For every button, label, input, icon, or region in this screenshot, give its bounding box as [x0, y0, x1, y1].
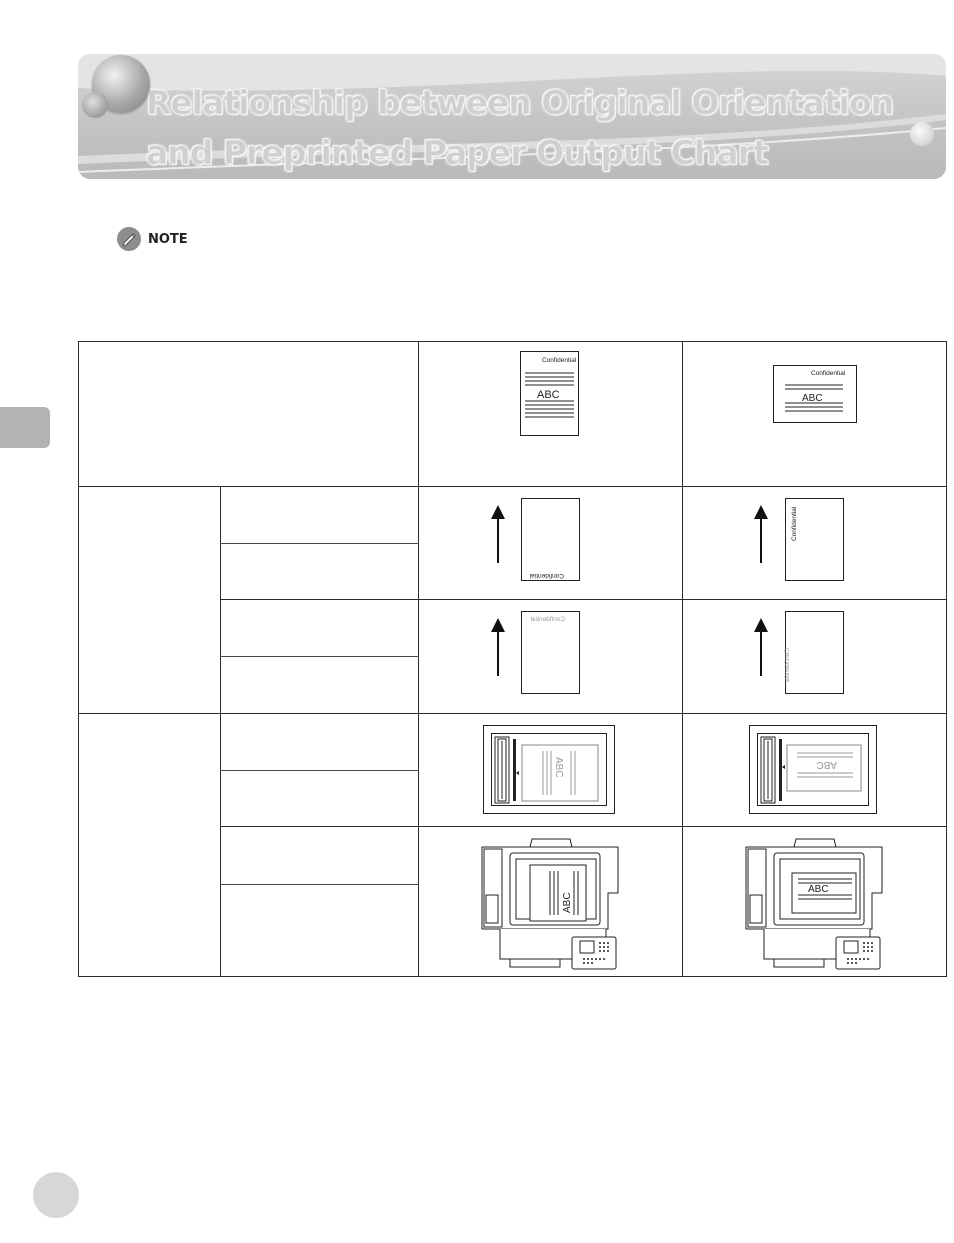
- output-upside-down-confidential-bottom: [488, 495, 588, 585]
- abc-label: ABC: [553, 757, 564, 778]
- decorative-orb-small: [82, 92, 108, 118]
- output-rotated-confidential-left: [753, 495, 853, 585]
- confidential-label: Confidential: [542, 357, 577, 364]
- feeder-portrait-placement: [480, 835, 622, 971]
- arrow-up-icon: [491, 618, 505, 632]
- header-banner: [78, 54, 946, 179]
- pencil-icon: [117, 227, 141, 251]
- abc-label: ABC: [802, 393, 823, 404]
- portrait-original-illustration: [520, 351, 582, 439]
- abc-label: ABC: [816, 759, 837, 770]
- row-group-label-placement: [78, 713, 220, 976]
- arrow-up-icon: [754, 618, 768, 632]
- abc-label: ABC: [808, 884, 829, 895]
- confidential-label: Confidential: [784, 648, 791, 683]
- table-header-blank: [78, 341, 418, 486]
- arrow-up-icon: [754, 505, 768, 519]
- output-mirrored-confidential-top: [488, 608, 588, 698]
- abc-label: ABC: [537, 389, 560, 401]
- row-group-label-print: [78, 486, 220, 713]
- page-title: [146, 78, 893, 178]
- decorative-orb-right: [910, 122, 934, 146]
- title-line-1: Relationship between Original Orientation: [146, 83, 894, 122]
- landscape-original-illustration: [773, 365, 859, 425]
- page-number-marker: [33, 1172, 79, 1218]
- platen-glass-landscape-placement: [749, 725, 883, 817]
- confidential-label: Confidential: [791, 506, 798, 541]
- confidential-label: Confidential: [529, 572, 564, 579]
- confidential-label: Confidential: [811, 370, 846, 377]
- chapter-tab: [0, 407, 50, 448]
- feeder-landscape-placement: [744, 835, 886, 971]
- title-line-2: and Preprinted Paper Output Chart: [146, 133, 768, 172]
- note-heading: [117, 226, 188, 252]
- confidential-label: Confidential: [530, 616, 565, 623]
- note-label: NOTE: [148, 231, 188, 247]
- platen-glass-portrait-placement: [483, 725, 617, 817]
- abc-label: ABC: [562, 892, 573, 913]
- arrow-up-icon: [491, 505, 505, 519]
- orientation-output-table: [78, 341, 947, 977]
- output-mirrored-confidential-left: [753, 608, 853, 698]
